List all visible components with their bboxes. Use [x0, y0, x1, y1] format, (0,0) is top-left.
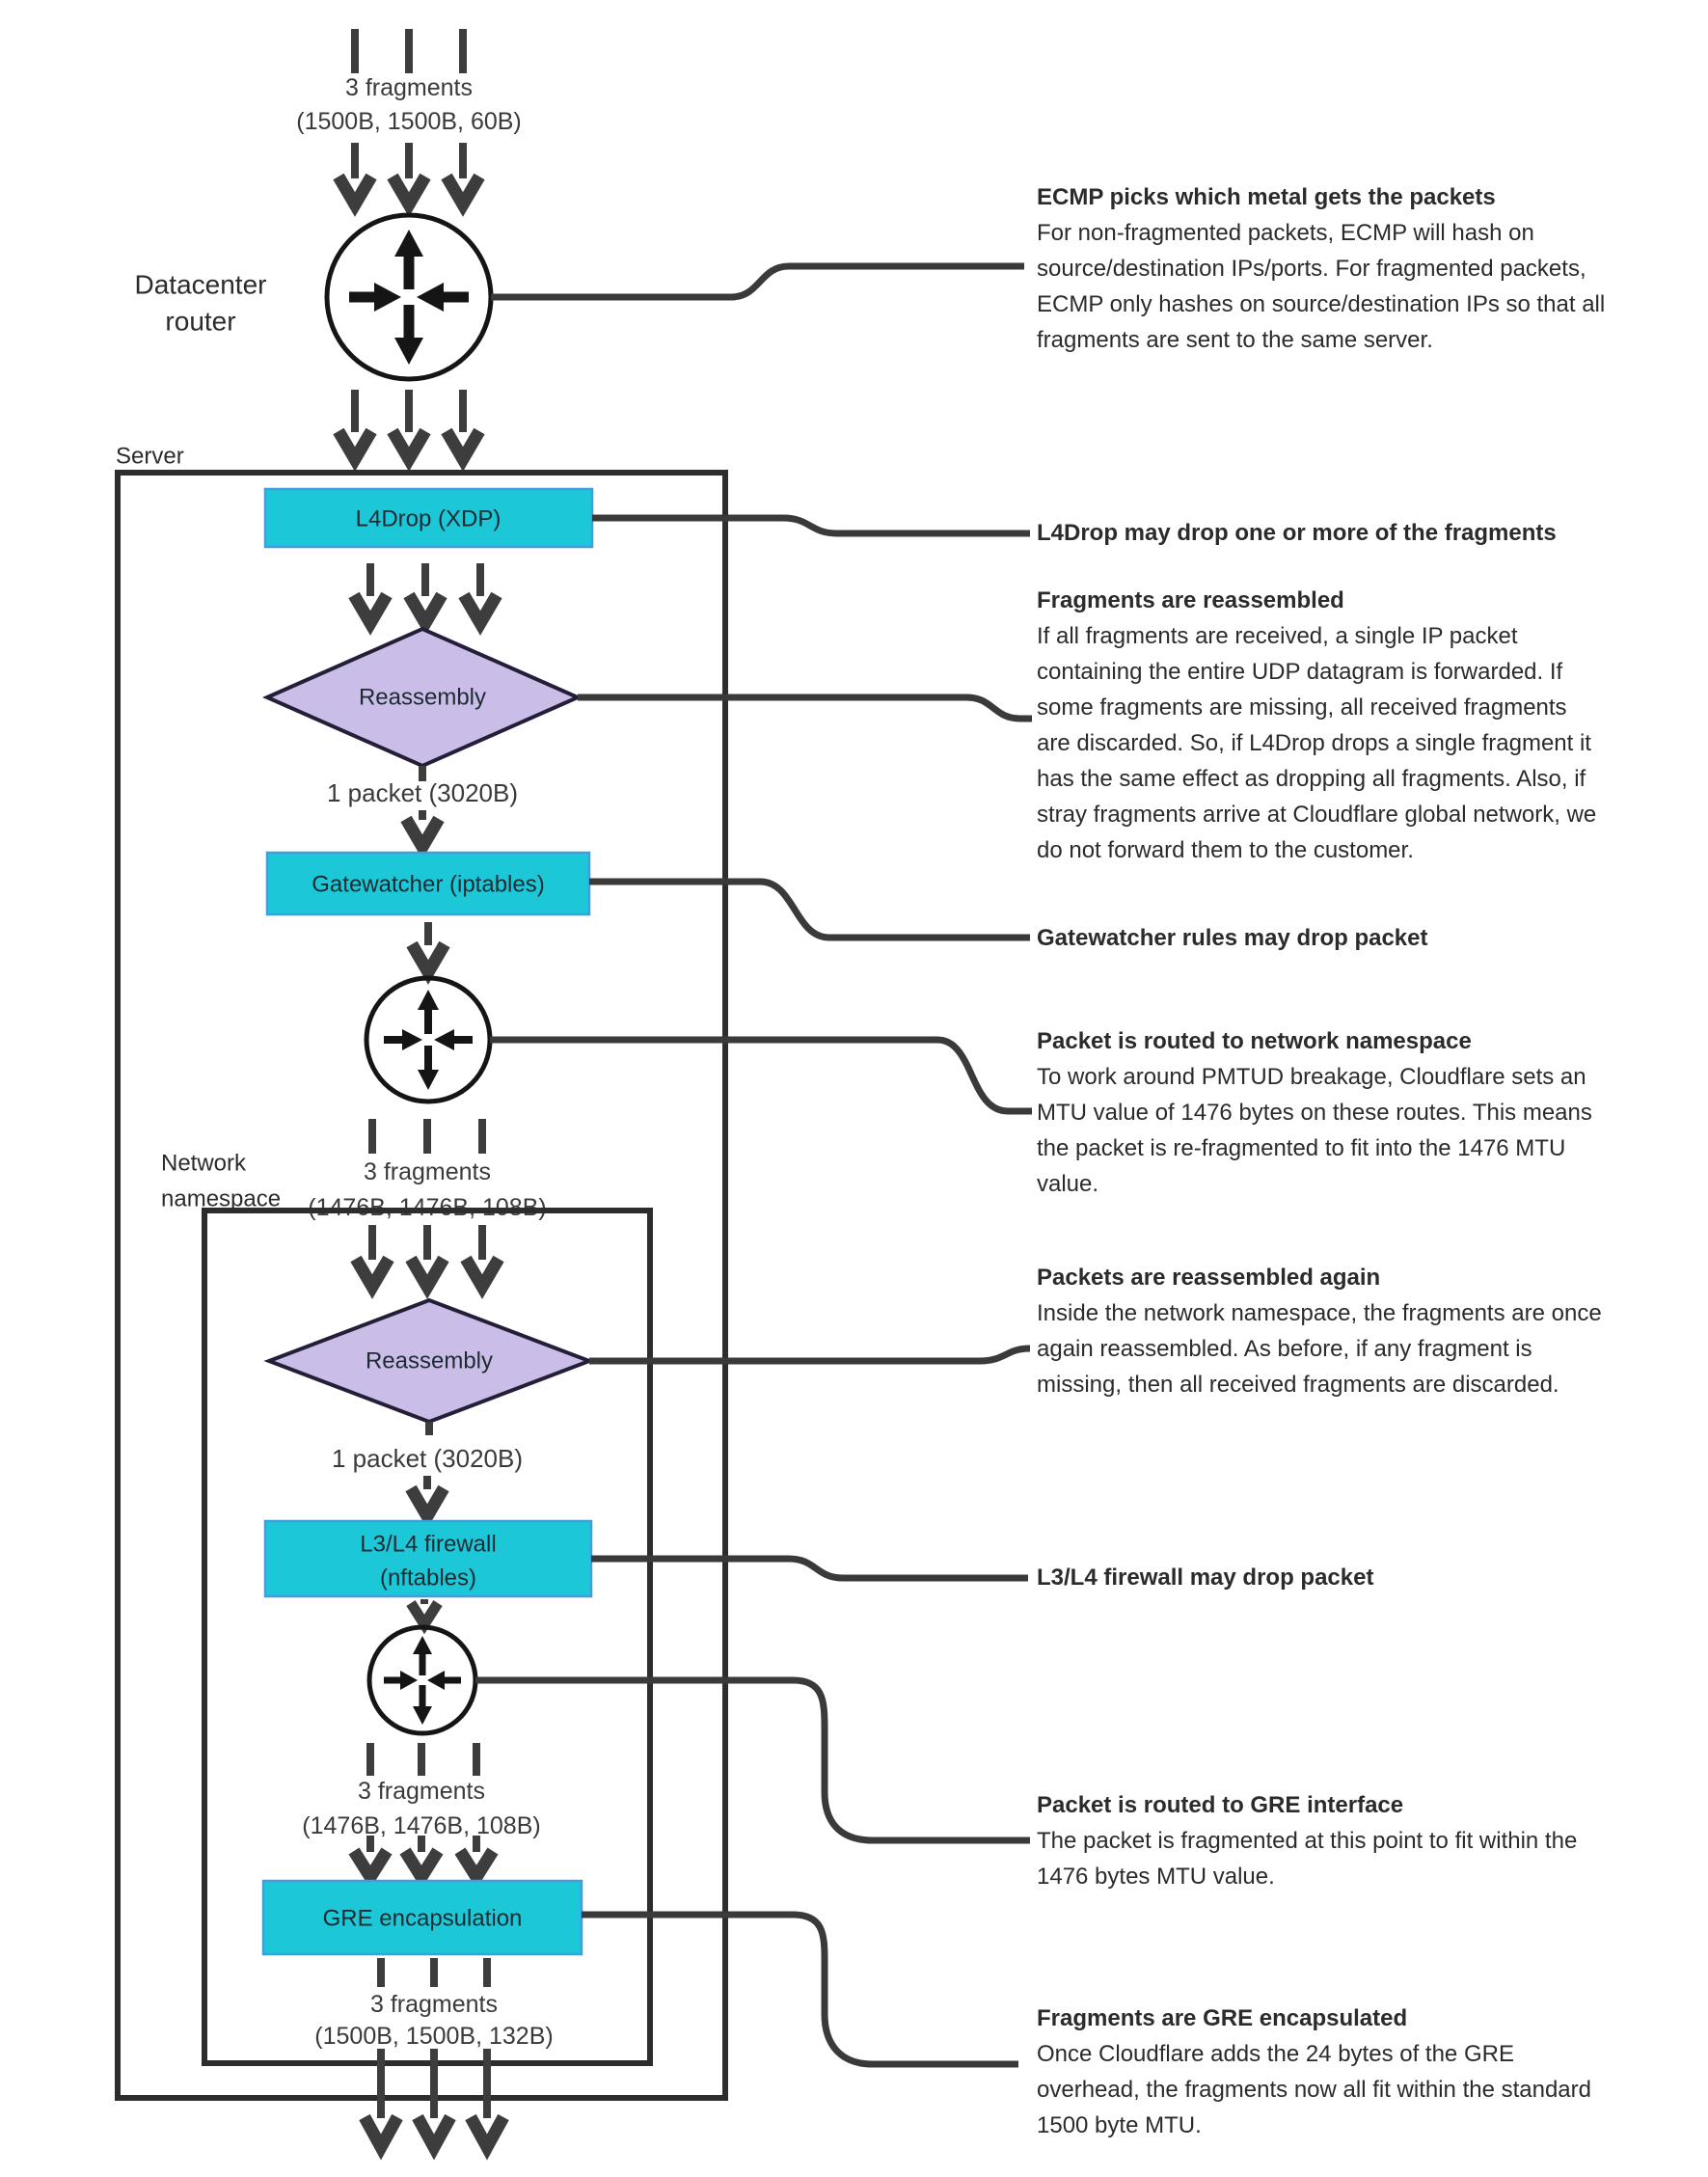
down-arrows-into-namespace [356, 1225, 499, 1287]
annotation-body [1037, 2036, 1591, 2143]
annotation-reassembled [1037, 583, 1596, 868]
incoming-fragments-count-label: 3 fragments [344, 74, 474, 101]
annotation-text-line: ECMP only hashes on source/destination IPs so that all [1037, 291, 1606, 317]
network-namespace-label-line2: namespace [161, 1185, 282, 1212]
down-arrows-into-server [339, 390, 479, 459]
annotation-body [1037, 215, 1605, 358]
annotation-body [1037, 1295, 1602, 1402]
gre-in-fragments-sizes-label: (1476B, 1476B, 108B) [302, 1812, 541, 1839]
annotation-text-line: Inside the network namespace, the fragments are once [1037, 1300, 1602, 1326]
annotation-body [1037, 618, 1596, 868]
annotation-text-line: some fragments are missing, all received fragments [1037, 694, 1567, 721]
down-arrow-to-firewall [411, 1476, 444, 1516]
down-arrows-to-reassembly-1 [354, 563, 497, 623]
annotation-reassembled-again [1037, 1260, 1602, 1402]
annotation-gre-interface [1037, 1787, 1577, 1894]
connector-gatewatcher [589, 882, 1030, 938]
l4drop-label: L4Drop (XDP) [355, 505, 502, 532]
annotation-heading: ECMP picks which metal gets the packets [1037, 184, 1496, 210]
annotation-text-line: containing the entire UDP datagram is forwarded. If [1037, 659, 1563, 685]
annotation-text-line: again reassembled. As before, if any fragment is [1037, 1336, 1532, 1362]
annotation-l4drop [1037, 515, 1557, 551]
annotation-text-line: 1476 bytes MTU value. [1037, 1864, 1275, 1890]
fragment-marks-4 [381, 1958, 487, 1987]
annotation-text-line: do not forward them to the customer. [1037, 837, 1414, 863]
annotation-text-line: the packet is re-fragmented to fit into the 1476 MTU [1037, 1135, 1566, 1161]
fragment-marks-2 [372, 1119, 482, 1154]
fragment-marks-3 [370, 1743, 476, 1776]
annotation-gatewatcher [1037, 920, 1428, 956]
annotation-ecmp [1037, 179, 1605, 358]
annotation-heading: Fragments are GRE encapsulated [1037, 2005, 1408, 2031]
annotation-text-line: 1500 byte MTU. [1037, 2112, 1202, 2138]
connector-reassembly-1 [578, 697, 1032, 719]
network-namespace-label-line1: Network [161, 1150, 247, 1177]
packet-2-label: 1 packet (3020B) [331, 1444, 524, 1473]
annotation-heading: Fragments are reassembled [1037, 587, 1344, 613]
annotation-firewall [1037, 1560, 1373, 1595]
gatewatcher-label: Gatewatcher (iptables) [312, 871, 545, 898]
packet-1-label: 1 packet (3020B) [326, 778, 519, 807]
down-arrow-to-gatewatcher [406, 810, 439, 847]
firewall-label-line2: (nftables) [379, 1565, 477, 1592]
mid-fragments-count-label: 3 fragments [363, 1158, 492, 1185]
annotation-text-line: value. [1037, 1171, 1099, 1197]
down-arrow-to-router-2 [412, 922, 445, 972]
datacenter-router-label-line1: Datacenter [134, 269, 267, 300]
annotation-heading: Packet is routed to network namespace [1037, 1028, 1472, 1054]
incoming-fragment-marks [355, 29, 463, 73]
connector-reassembly-2 [589, 1348, 1030, 1361]
annotation-text-line: fragments are sent to the same server. [1037, 327, 1433, 353]
firewall-label-line1: L3/L4 firewall [360, 1531, 497, 1558]
annotation-text-line: MTU value of 1476 bytes on these routes. This means [1037, 1100, 1592, 1126]
annotation-text-line: missing, then all received fragments are discarded. [1037, 1372, 1559, 1398]
annotation-gre-encapsulated [1037, 2000, 1591, 2143]
reassembly-2-label: Reassembly [365, 1347, 494, 1374]
connector-route-namespace [490, 1040, 1032, 1111]
gre-label: GRE encapsulation [322, 1905, 523, 1932]
reassembly-1-label: Reassembly [358, 684, 487, 711]
down-arrows-into-gre [354, 1836, 493, 1877]
datacenter-router-label-line2: router [165, 306, 236, 337]
connector-l4drop [592, 518, 1030, 533]
mid-fragments-sizes-label: (1476B, 1476B, 108B) [308, 1194, 547, 1221]
incoming-fragments-sizes-label: (1500B, 1500B, 60B) [296, 108, 522, 135]
connector-firewall [591, 1559, 1028, 1578]
annotation-body [1037, 1823, 1577, 1894]
annotation-heading: Packet is routed to GRE interface [1037, 1792, 1404, 1818]
annotation-text-line: To work around PMTUD breakage, Cloudflare sets an [1037, 1064, 1586, 1090]
annotation-heading: Gatewatcher rules may drop packet [1037, 925, 1428, 951]
annotation-heading: L3/L4 firewall may drop packet [1037, 1565, 1374, 1591]
connector-gre-interface [475, 1680, 1030, 1840]
connector-ecmp [491, 266, 1024, 297]
router-icon-2 [366, 978, 490, 1102]
bottom-fragments-sizes-label: (1500B, 1500B, 132B) [314, 2023, 554, 2050]
gre-in-fragments-count-label: 3 fragments [357, 1778, 486, 1805]
annotation-heading: Packets are reassembled again [1037, 1265, 1381, 1291]
server-label: Server [116, 443, 184, 470]
connector-gre-encapsulated [582, 1915, 1018, 2064]
annotation-text-line: overhead, the fragments now all fit within the standard [1037, 2077, 1591, 2103]
datacenter-router-icon [327, 215, 491, 379]
down-arrow-to-router-3 [411, 1599, 438, 1624]
annotation-text-line: source/destination IPs/ports. For fragmented packets, [1037, 256, 1586, 282]
annotation-text-line: The packet is fragmented at this point to fit within the [1037, 1828, 1578, 1854]
annotation-route-namespace [1037, 1023, 1592, 1202]
annotation-text-line: are discarded. So, if L4Drop drops a single fragment it [1037, 730, 1591, 756]
down-arrows-into-router [339, 143, 479, 204]
annotation-text-line: For non-fragmented packets, ECMP will hash on [1037, 220, 1534, 246]
bottom-fragments-count-label: 3 fragments [369, 1991, 499, 2018]
annotation-body [1037, 1059, 1592, 1202]
annotation-text-line: Once Cloudflare adds the 24 bytes of the GRE [1037, 2041, 1514, 2067]
annotation-text-line: stray fragments arrive at Cloudflare global network, we [1037, 802, 1597, 828]
router-icon-3 [369, 1627, 475, 1733]
annotation-text-line: has the same effect as dropping all fragments. Also, if [1037, 766, 1586, 792]
annotation-text-line: If all fragments are received, a single IP packet [1037, 623, 1518, 649]
annotation-heading: L4Drop may drop one or more of the fragments [1037, 520, 1557, 546]
